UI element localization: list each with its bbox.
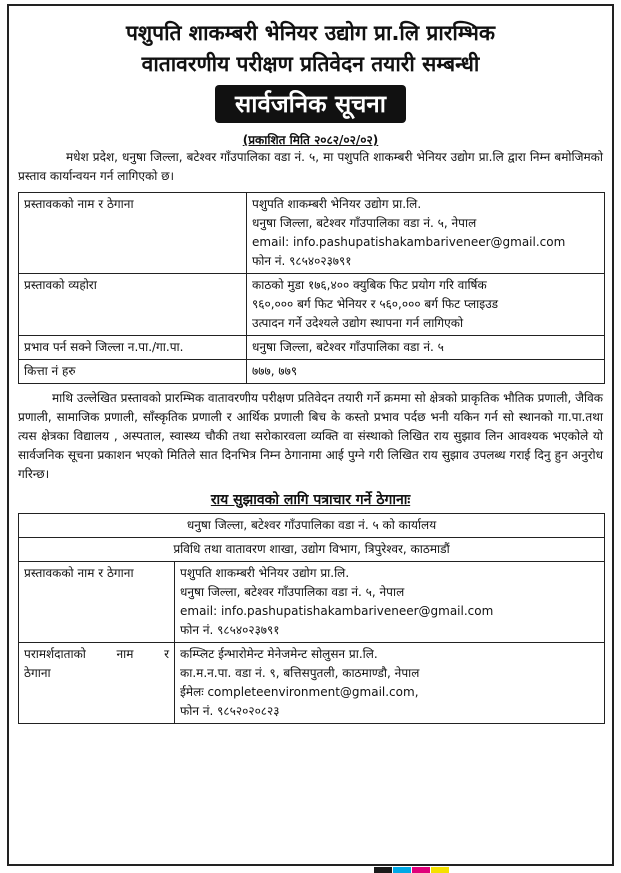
contact-proposer-email: email: info.pashupatishakambariveneer@gmail.com <box>180 604 494 618</box>
proposer-value <box>247 193 605 274</box>
print-color-bar-magenta <box>412 867 430 873</box>
contact-proposer-address: धनुषा जिल्ला, बटेश्वर गाँउपालिका वडा नं. ५, नेपाल <box>180 585 405 599</box>
proposer-name: पशुपति शाकम्बरी भेनियर उद्योग प्रा.लि. <box>252 197 422 211</box>
proposer-address: धनुषा जिल्ला, बटेश्वर गाँउपालिका वडा नं. ५, नेपाल <box>252 216 477 230</box>
notice-headline <box>9 18 612 80</box>
proposal-detail-line: ९६०,००० बर्ग फिट भेनियर र ५६०,००० बर्ग फिट प्लाइउड <box>252 297 499 311</box>
consultant-email: ईमेलः completeenvironment@gmail.com, <box>180 685 419 699</box>
proposal-detail-label: प्रस्तावको व्यहोरा <box>19 274 247 336</box>
consultant-value <box>175 643 605 724</box>
table-row <box>19 336 605 360</box>
intro-paragraph <box>9 148 612 186</box>
contact-proposer-value <box>175 562 605 643</box>
body-text: माथि उल्लेखित प्रस्तावको प्रारम्भिक वातावरणीय परीक्षण प्रतिवेदन तयारी गर्ने क्रममा सो क्षेत्रको प्राकृतिक भौतिक प्रणाली, जैविक प्रणाली, सामाजिक प्रणाली, साँस्कृतिक प्रणाली र आर्थिक प्रणाली बिच के कस्तो प्रभाव पर्दछ भनी यकिन गर्न सो स्थानको गा.पा.तथा त्यस क्षेत्रका विद्यालय , अस्पताल, स्वास्थ्य चौकी तथा सरोकारवला व्यक्ति वा संस्थाको लिखित राय सुझाव लिन आवश्यक भएकोले यो सार्वजनिक सूचना प्रकाशन भएको मितिले सात दिनभित्र निम्न ठेगानामा आई पुग्ने गरी लिखित राय सुझाव उपलब्ध गराई दिनु हुन अनुरोध गरिन्छ। <box>18 391 603 481</box>
table-row <box>19 643 605 724</box>
print-color-bar-black <box>374 867 392 873</box>
body-paragraph <box>9 389 612 484</box>
consultant-phone: फोन नं. ९८५२०२०८२३ <box>180 704 280 718</box>
consultant-label-line2: ठेगाना <box>24 666 51 680</box>
print-color-bar-yellow <box>431 867 449 873</box>
plot-numbers-value: ७७७, ७७९ <box>247 360 605 384</box>
table-row <box>19 562 605 643</box>
proposer-label: प्रस्तावकको नाम र ठेगाना <box>19 193 247 274</box>
public-notice-banner: सार्वजनिक सूचना <box>215 85 406 123</box>
proposal-detail-line: उत्पादन गर्ने उदेश्यले उद्योग स्थापना गर्न लागिएको <box>252 316 464 330</box>
contact-proposer-label: प्रस्तावकको नाम र ठेगाना <box>19 562 175 643</box>
proposal-table <box>18 192 605 384</box>
contact-proposer-phone: फोन नं. ९८५४०२३७९१ <box>180 623 280 637</box>
table-row <box>19 274 605 336</box>
headline-line-1: पशुपति शाकम्बरी भेनियर उद्योग प्रा.लि प्रारम्भिक <box>125 21 496 45</box>
intro-text: मधेश प्रदेश, धनुषा जिल्ला, बटेश्वर गाँउपालिका वडा नं. ५, मा पशुपति शाकम्बरी भेनियर उद्योग प्रा.लि द्वारा निम्न बमोजिमको प्रस्ताव कार्यान्वयन गर्न लागिएको छ। <box>18 150 603 183</box>
correspondence-heading: राय सुझावको लागि पत्राचार गर्ने ठेगानाः <box>210 492 411 508</box>
contact-proposer-name: पशुपति शाकम्बरी भेनियर उद्योग प्रा.लि. <box>180 566 350 580</box>
environment-branch-office: प्रविधि तथा वातावरण शाखा, उद्योग विभाग, त्रिपुरेश्वर, काठमाडौं <box>19 538 605 562</box>
print-color-bar-cyan <box>393 867 411 873</box>
affected-area-value: धनुषा जिल्ला, बटेश्वर गाँउपालिका वडा नं. ५ <box>247 336 605 360</box>
consultant-label-word: परामर्शदाताको <box>24 647 86 661</box>
proposal-detail-line: काठको मुडा १७६,४०० क्युबिक फिट प्रयोग गरि वार्षिक <box>252 278 487 292</box>
table-row <box>19 514 605 538</box>
table-row <box>19 360 605 384</box>
plot-numbers-label: कित्ता नं हरु <box>19 360 247 384</box>
headline-line-2: वातावरणीय परीक्षण प्रतिवेदन तयारी सम्बन्धी <box>141 52 480 76</box>
consultant-address: का.म.न.पा. वडा नं. ९, बत्तिसपुतली, काठमाण्डौ, नेपाल <box>180 666 420 680</box>
consultant-label-word: र <box>164 647 169 661</box>
contact-table <box>18 513 605 724</box>
affected-area-label: प्रभाव पर्न सक्ने जिल्ला न.पा./गा.पा. <box>19 336 247 360</box>
consultant-label <box>19 643 175 724</box>
published-date: (प्रकाशित मिति २०८२/०२/०२) <box>242 133 379 147</box>
notice-page <box>7 4 614 866</box>
consultant-name: कम्प्लिट ईन्भारोमेन्ट मेनेजमेन्ट सोलुसन प्रा.लि. <box>180 647 378 661</box>
proposal-detail-value <box>247 274 605 336</box>
municipality-office: धनुषा जिल्ला, बटेश्वर गाँउपालिका वडा नं. ५ को कार्यालय <box>19 514 605 538</box>
table-row <box>19 193 605 274</box>
proposer-email: email: info.pashupatishakambariveneer@gmail.com <box>252 235 566 249</box>
consultant-label-word: नाम <box>116 647 134 661</box>
proposer-phone: फोन नं. ९८५४०२३७९१ <box>252 254 352 268</box>
table-row <box>19 538 605 562</box>
